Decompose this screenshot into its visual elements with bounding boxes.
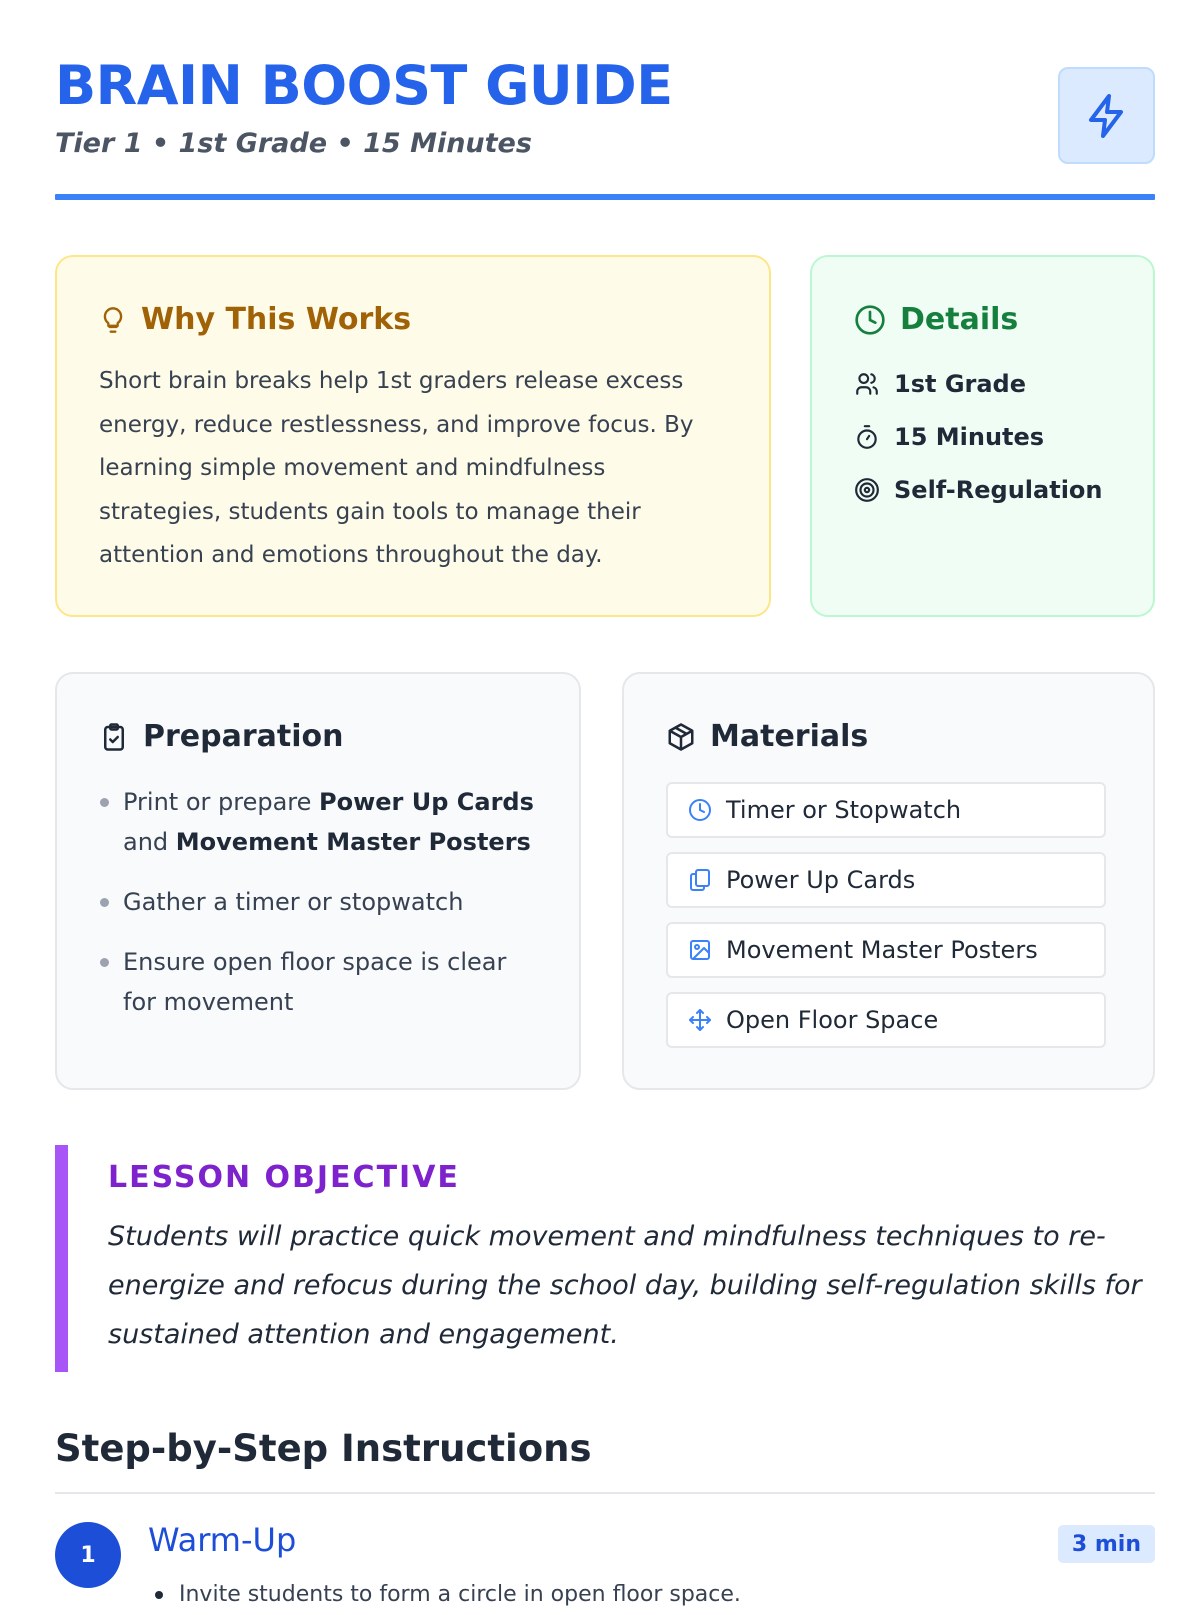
detail-label: 15 Minutes	[894, 422, 1045, 451]
detail-item-duration	[854, 410, 1103, 463]
list-item: Gather a timer or stopwatch	[99, 882, 539, 922]
preparation-list	[99, 782, 539, 1042]
why-card-header	[99, 302, 411, 337]
materials-list	[666, 782, 1106, 1062]
step-number-badge: 1	[55, 1522, 121, 1588]
materials-card	[622, 672, 1155, 1090]
page-title: BRAIN BOOST GUIDE	[55, 54, 673, 117]
preparation-card	[55, 672, 581, 1090]
target-icon	[854, 477, 880, 503]
objective-accent-bar	[55, 1145, 68, 1372]
material-item	[666, 782, 1106, 838]
detail-label: Self-Regulation	[894, 475, 1103, 504]
detail-item-grade	[854, 357, 1103, 410]
page-subtitle: Tier 1 • 1st Grade • 15 Minutes	[55, 128, 532, 159]
details-card	[810, 255, 1155, 617]
clock-icon	[854, 304, 886, 336]
stopwatch-icon	[854, 424, 880, 450]
clipboard-check-icon	[99, 722, 129, 752]
why-card-title: Why This Works	[141, 302, 412, 337]
material-item	[666, 852, 1106, 908]
users-icon	[854, 371, 880, 397]
clock-icon	[688, 798, 712, 822]
list-item: Invite students to form a circle in open floor space.	[155, 1575, 1055, 1615]
material-item	[666, 922, 1106, 978]
steps-heading: Step-by-Step Instructions	[55, 1427, 592, 1470]
copy-cards-icon	[688, 868, 712, 892]
lightbulb-icon	[99, 306, 127, 334]
objective-text: Students will practice quick movement and mindfulness techniques to re-energize and refocus during the school day, building self-regulation skills for sustained attention and engagement.	[108, 1221, 1142, 1350]
material-item	[666, 992, 1106, 1048]
material-label: Movement Master Posters	[726, 936, 1038, 964]
material-label: Power Up Cards	[726, 866, 916, 894]
move-arrows-icon	[688, 1008, 712, 1032]
list-item: Ensure open floor space is clear for movement	[99, 942, 539, 1022]
preparation-card-header	[99, 719, 343, 754]
steps-divider	[55, 1492, 1155, 1494]
package-icon	[666, 722, 696, 752]
details-card-header	[854, 302, 1018, 337]
image-icon	[688, 938, 712, 962]
details-list	[854, 357, 1103, 516]
objective-label: LESSON OBJECTIVE	[108, 1160, 460, 1195]
materials-card-header	[666, 719, 868, 754]
detail-item-focus	[854, 463, 1103, 516]
details-card-title: Details	[900, 302, 1019, 337]
header-divider	[55, 194, 1155, 200]
step-title: Warm-Up	[148, 1521, 297, 1559]
bold-term: Movement Master Posters	[175, 828, 531, 856]
lesson-objective	[55, 1145, 1155, 1372]
step-duration-badge: 3 min	[1058, 1525, 1155, 1563]
header	[55, 52, 1155, 202]
detail-label: 1st Grade	[894, 369, 1026, 398]
why-card-body: Short brain breaks help 1st graders release excess energy, reduce restlessness, and improve focus. By learning simple movement and mindfulness strategies, students gain tools to manage their attention and emotions throughout the day.	[99, 368, 694, 568]
lightning-bolt-icon	[1058, 67, 1155, 164]
material-label: Open Floor Space	[726, 1006, 939, 1034]
material-label: Timer or Stopwatch	[726, 796, 962, 824]
preparation-card-title: Preparation	[143, 719, 344, 754]
materials-card-title: Materials	[710, 719, 869, 754]
why-this-works-card	[55, 255, 771, 617]
list-item: Print or prepare Power Up Cards and Movement Master Posters	[99, 782, 539, 862]
step-bullet-list	[155, 1575, 1055, 1615]
bold-term: Power Up Cards	[319, 788, 534, 816]
